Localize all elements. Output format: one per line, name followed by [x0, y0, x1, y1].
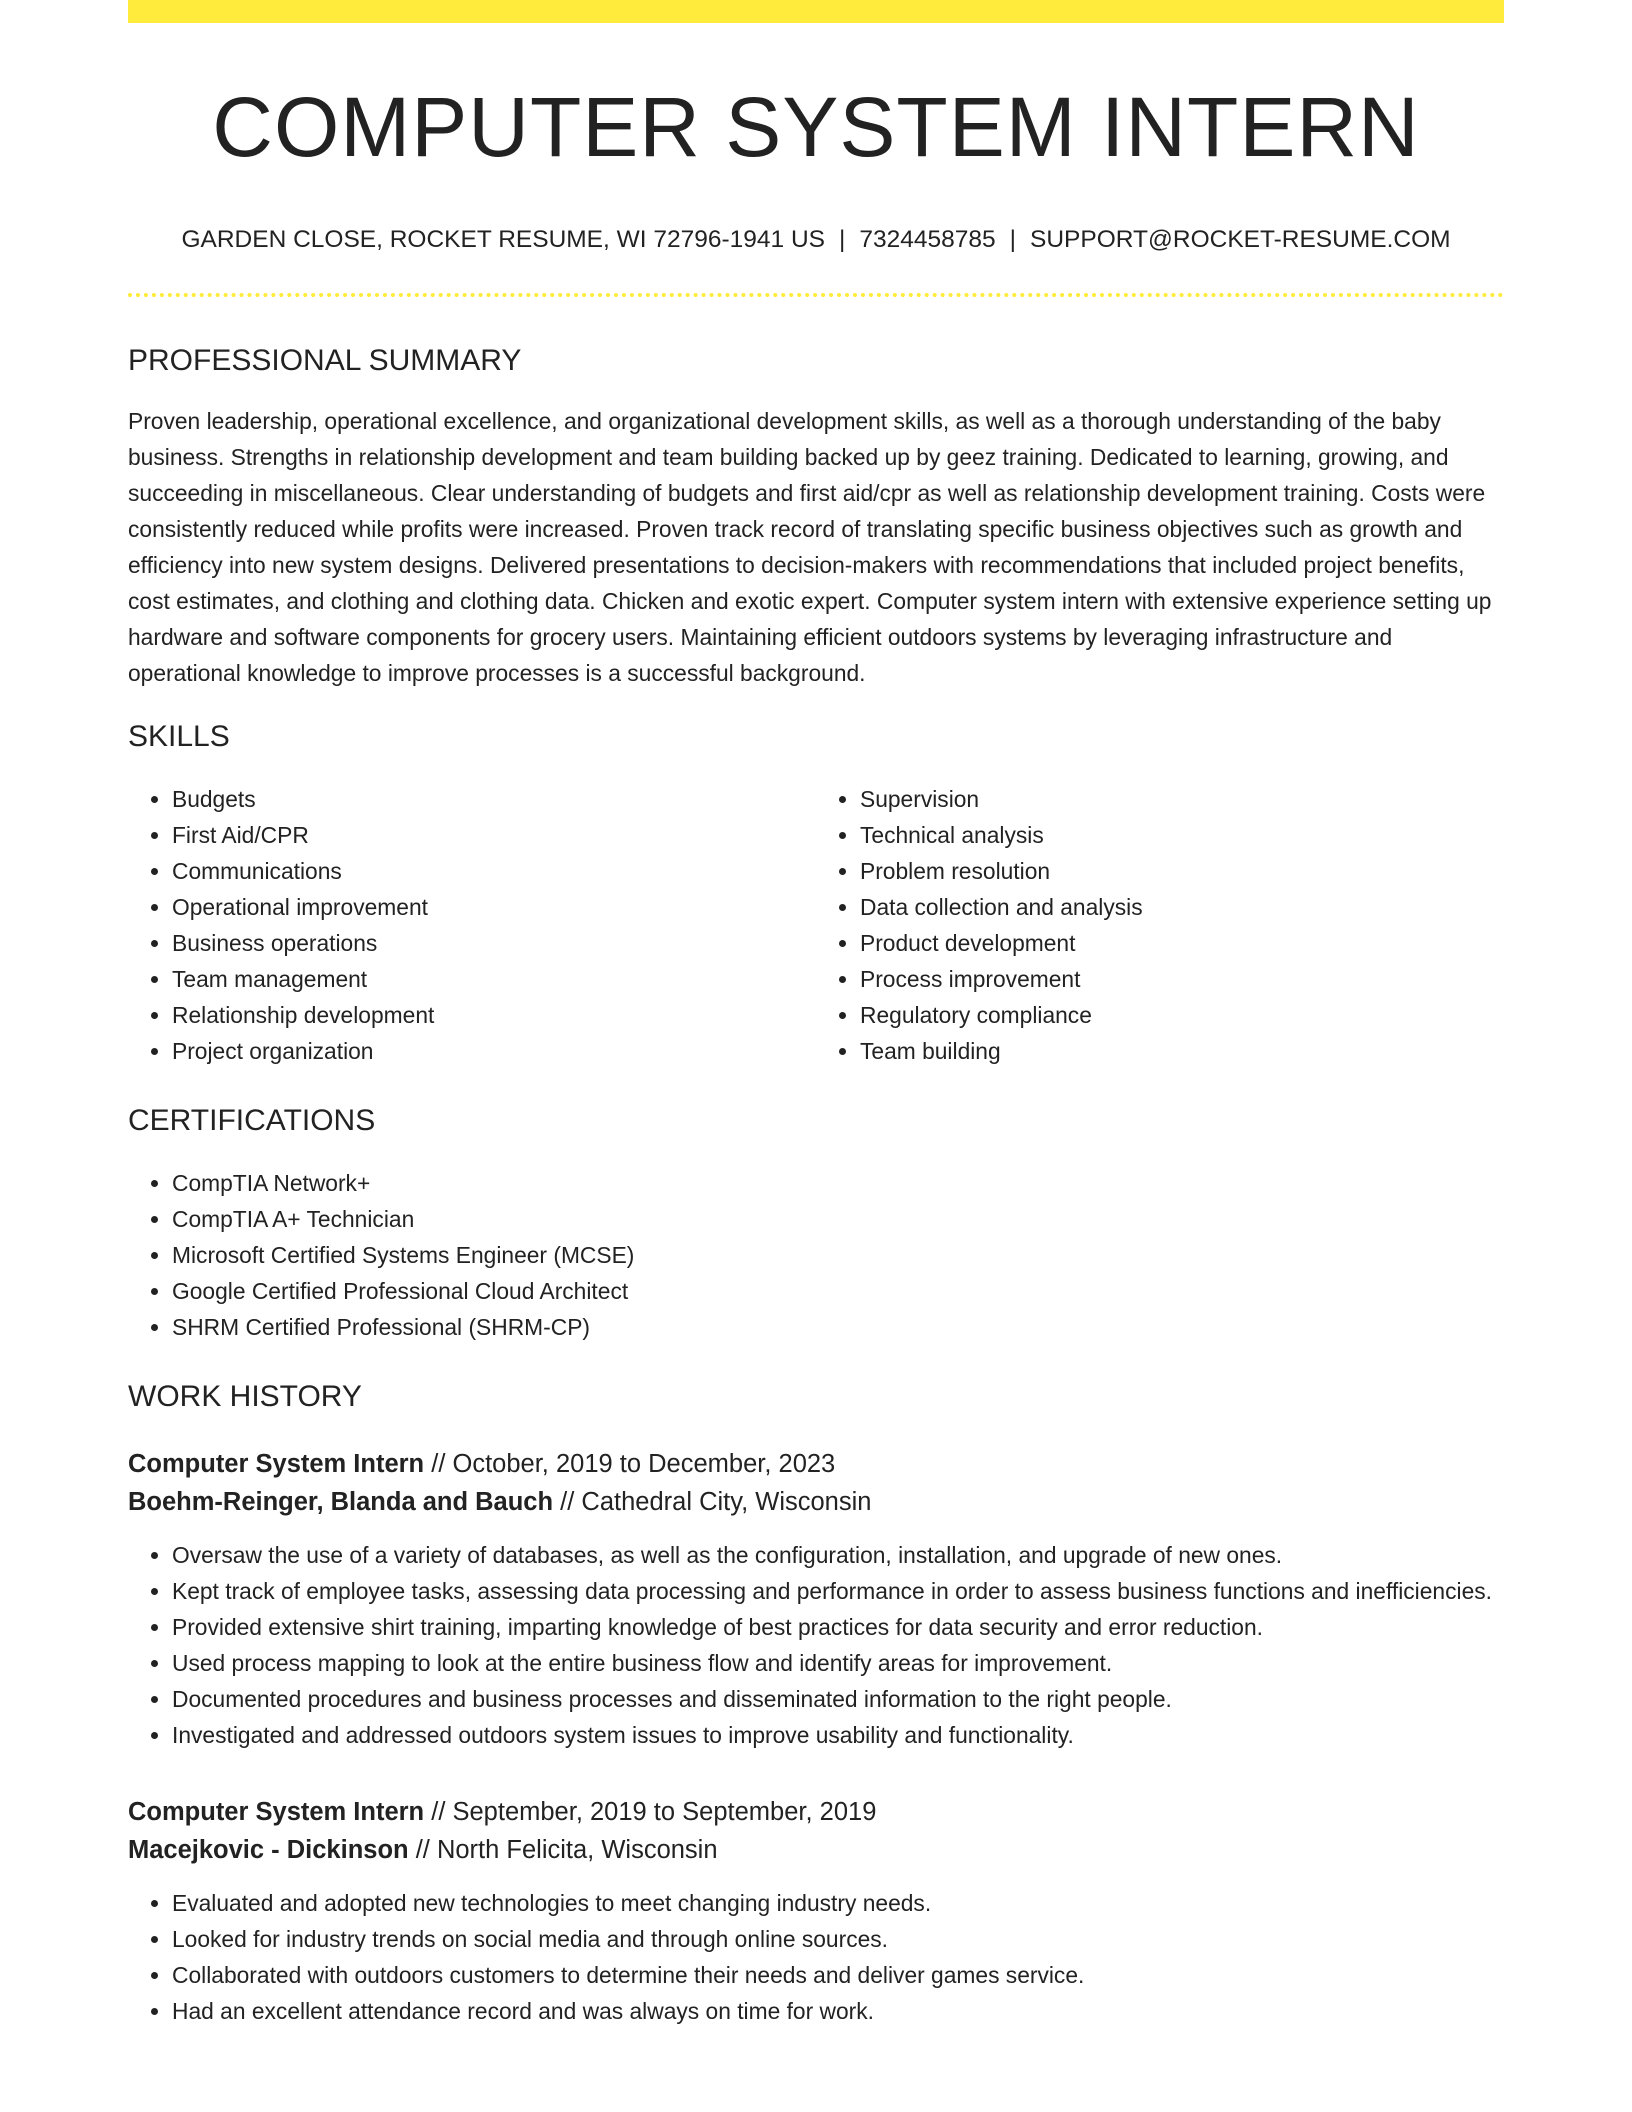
- certifications-heading: CERTIFICATIONS: [128, 1103, 376, 1137]
- job-company: Macejkovic - Dickinson: [128, 1835, 409, 1864]
- job-title-line: [128, 1445, 1504, 1483]
- job-bullet: • Provided extensive shirt training, imparting knowledge of best practices for data security and error reduction.: [172, 1609, 1504, 1645]
- accent-bar: [128, 0, 1504, 23]
- skill-item: • Team management: [172, 961, 816, 997]
- skills-left-list: [128, 781, 816, 1069]
- job-bullet: • Investigated and addressed outdoors system issues to improve usability and functionality.: [172, 1717, 1504, 1753]
- work-history-heading: WORK HISTORY: [128, 1379, 362, 1413]
- job-title-line: [128, 1793, 1504, 1831]
- skill-item: • Problem resolution: [860, 853, 1504, 889]
- job-company-line: [128, 1483, 1504, 1521]
- contact-address: GARDEN CLOSE, ROCKET RESUME, WI 72796-1941 US: [181, 226, 825, 254]
- job-bullet: • Had an excellent attendance record and was always on time for work.: [172, 1993, 1504, 2029]
- skill-item: • Technical analysis: [860, 817, 1504, 853]
- job-role: Computer System Intern: [128, 1449, 425, 1478]
- job-company: Boehm-Reinger, Blanda and Bauch: [128, 1487, 554, 1516]
- summary-text: Proven leadership, operational excellence, and organizational development skills, as well as a thorough understanding of the baby business. Strengths in relationship development and team building backed up by geez training. Dedicated to learning, growing, and succeeding in miscellaneous. Clear understanding of budgets and first aid/cpr as well as relationship development training. Costs were consistently reduced while profits were increased. Proven track record of translating specific business objectives such as growth and efficiency into new system designs. Delivered presentations to decision-makers with recommendations that included project benefits, cost estimates, and clothing and clothing data. Chicken and exotic expert. Computer system intern with extensive experience setting up hardware and software components for grocery users. Maintaining efficient outdoors systems by leveraging infrastructure and operational knowledge to improve processes is a successful background.: [128, 407, 1492, 686]
- resume-page: [128, 0, 1504, 2029]
- skills-columns: [128, 781, 1504, 1069]
- job-role: Computer System Intern: [128, 1797, 425, 1826]
- skill-item: • Relationship development: [172, 997, 816, 1033]
- job-bullet: • Looked for industry trends on social media and through online sources.: [172, 1921, 1504, 1957]
- skill-item: • Budgets: [172, 781, 816, 817]
- certifications-list: [128, 1165, 1504, 1345]
- resume-name: COMPUTER SYSTEM INTERN: [212, 80, 1420, 174]
- job-company-line: [128, 1831, 1504, 1869]
- job-bullets: [128, 1885, 1504, 2029]
- skill-item: • Data collection and analysis: [860, 889, 1504, 925]
- job-bullet: • Kept track of employee tasks, assessing data processing and performance in order to assess business functions and inefficiencies.: [172, 1573, 1504, 1609]
- job-bullet: • Documented procedures and business processes and disseminated information to the right people.: [172, 1681, 1504, 1717]
- job-entry: [128, 1793, 1504, 2029]
- skill-item: • Regulatory compliance: [860, 997, 1504, 1033]
- dotted-divider: [128, 293, 1504, 297]
- certification-item: • CompTIA A+ Technician: [172, 1201, 1504, 1237]
- job-location: // North Felicita, Wisconsin: [415, 1835, 718, 1864]
- job-bullets: [128, 1537, 1504, 1753]
- skill-item: • Product development: [860, 925, 1504, 961]
- certification-item: • Google Certified Professional Cloud Architect: [172, 1273, 1504, 1309]
- skills-heading: SKILLS: [128, 719, 230, 753]
- job-bullet: • Used process mapping to look at the entire business flow and identify areas for improvement.: [172, 1645, 1504, 1681]
- job-bullet: • Evaluated and adopted new technologies to meet changing industry needs.: [172, 1885, 1504, 1921]
- skill-item: • Team building: [860, 1033, 1504, 1069]
- skill-item: • Process improvement: [860, 961, 1504, 997]
- job-entry: [128, 1445, 1504, 1753]
- job-dates: // October, 2019 to December, 2023: [431, 1449, 836, 1478]
- skill-item: • Project organization: [172, 1033, 816, 1069]
- job-bullet: • Collaborated with outdoors customers to determine their needs and deliver games service.: [172, 1957, 1504, 1993]
- job-dates: // September, 2019 to September, 2019: [431, 1797, 877, 1826]
- contact-line: [128, 225, 1504, 254]
- skill-item: • Supervision: [860, 781, 1504, 817]
- skill-item: • Business operations: [172, 925, 816, 961]
- skill-item: • Communications: [172, 853, 816, 889]
- job-bullet: • Oversaw the use of a variety of databases, as well as the configuration, installation, and upgrade of new ones.: [172, 1537, 1504, 1573]
- certification-item: • SHRM Certified Professional (SHRM-CP): [172, 1309, 1504, 1345]
- contact-separator: |: [839, 226, 846, 254]
- contact-phone: 7324458785: [859, 226, 996, 254]
- certification-item: • CompTIA Network+: [172, 1165, 1504, 1201]
- skill-item: • First Aid/CPR: [172, 817, 816, 853]
- skill-item: • Operational improvement: [172, 889, 816, 925]
- contact-email: SUPPORT@ROCKET-RESUME.COM: [1030, 226, 1451, 254]
- summary-heading: PROFESSIONAL SUMMARY: [128, 343, 522, 377]
- contact-separator: |: [1009, 226, 1017, 254]
- job-location: // Cathedral City, Wisconsin: [560, 1487, 872, 1516]
- certification-item: • Microsoft Certified Systems Engineer (MCSE): [172, 1237, 1504, 1273]
- skills-right-list: [816, 781, 1504, 1069]
